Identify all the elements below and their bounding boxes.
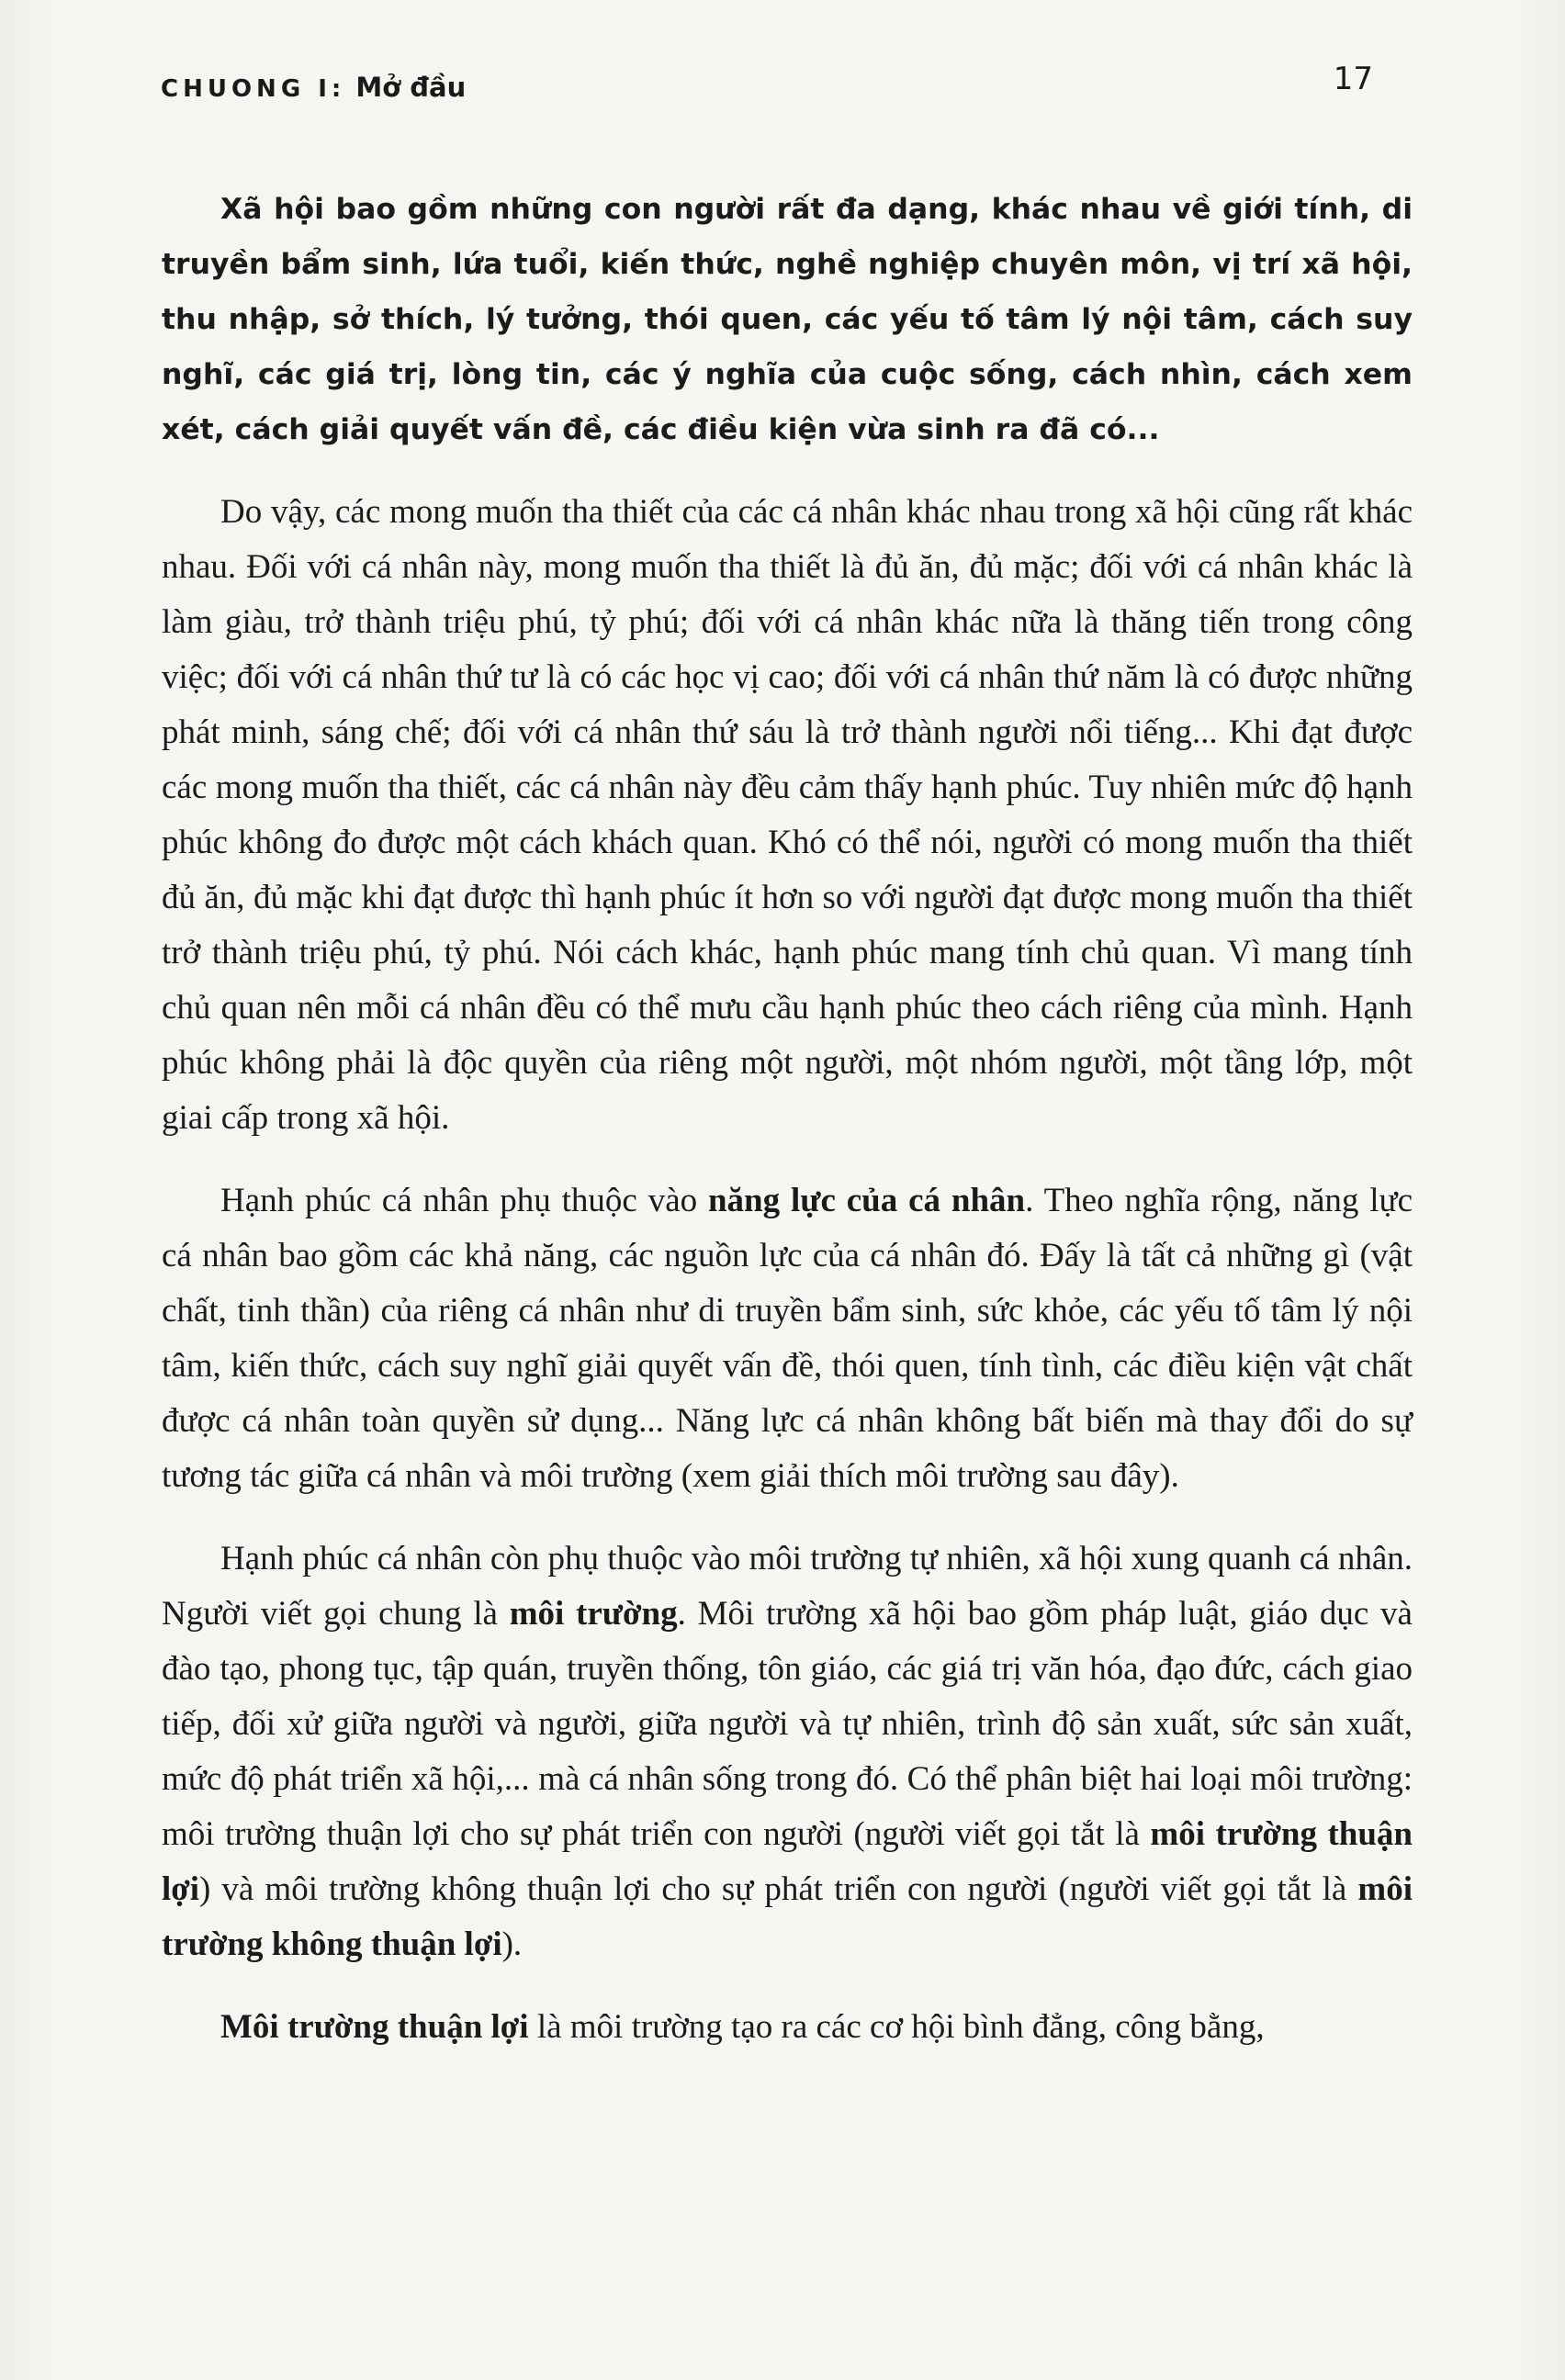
paragraph-5-text: là môi trường tạo ra các cơ hội bình đẳng, công bằng,: [528, 2008, 1265, 2046]
paragraph-4-text-a: Hạnh phúc cá nhân còn phụ thuộc vào môi trường tự nhiên, xã hội xung quanh cá nhân. Người viết gọi chung là: [162, 1540, 1413, 1633]
chapter-heading: [161, 72, 466, 103]
paragraph-5: [162, 2000, 1413, 2055]
running-header: [161, 61, 1373, 116]
paragraph-4-emphasis-1: môi trường: [509, 1595, 678, 1633]
paragraph-2-text: Do vậy, các mong muốn tha thiết của các cá nhân khác nhau trong xã hội cũng rất khác nhau. Đối với cá nhân này, mong muốn tha thiết là đủ ăn, đủ mặc; đối với cá nhân khác là làm giàu, trở thành triệu phú, tỷ phú; đối với cá nhân khác nữa là thăng tiến trong công việc; đối với cá nhân thứ tư là có các học vị cao; đối với cá nhân thứ năm là có được những phát minh, sáng chế; đối với cá nhân thứ sáu là trở thành người nổi tiếng... Khi đạt được các mong muốn tha thiết, các cá nhân này đều cảm thấy hạnh phúc. Tuy nhiên mức độ hạnh phúc không đo được một cách khách quan. Khó có thể nói, người có mong muốn tha thiết đủ ăn, đủ mặc khi đạt được thì hạnh phúc ít hơn so với người đạt được mong muốn tha thiết trở thành triệu phú, tỷ phú. Nói cách khác, hạnh phúc mang tính chủ quan. Vì mang tính chủ quan nên mỗi cá nhân đều có thể mưu cầu hạnh phúc theo cách riêng của mình. Hạnh phúc không phải là độc quyền của riêng một người, một nhóm người, một tầng lớp, một giai cấp trong xã hội.: [162, 493, 1413, 1137]
paragraph-3-text-a: Hạnh phúc cá nhân phụ thuộc vào: [220, 1182, 708, 1219]
body-text: [162, 182, 1413, 2082]
paragraph-1-text: Xã hội bao gồm những con người rất đa dạng, khác nhau về giới tính, di truyền bẩm sinh, lứa tuổi, kiến thức, nghề nghiệp chuyên môn, vị trí xã hội, thu nhập, sở thích, lý tưởng, thói quen, các yếu tố tâm lý nội tâm, cách suy nghĩ, các giá trị, lòng tin, các ý nghĩa của cuộc sống, cách nhìn, cách xem xét, cách giải quyết vấn đề, các điều kiện vừa sinh ra đã có...: [162, 193, 1413, 446]
paragraph-3: [162, 1173, 1413, 1504]
paragraph-4-text-d: ).: [501, 1925, 523, 1963]
paragraph-4-text-c: ) và môi trường không thuận lợi cho sự phát triển con người (người viết gọi tắt là: [199, 1870, 1358, 1908]
paragraph-4-text-b: . Môi trường xã hội bao gồm pháp luật, giáo dục và đào tạo, phong tục, tập quán, truyền thống, tôn giáo, các giá trị văn hóa, đạo đức, cách giao tiếp, đối xử giữa người và người, giữa người và tự nhiên, trình độ sản xuất, sức sản xuất, mức độ phát triển xã hội,... mà cá nhân sống trong đó. Có thể phân biệt hai loại môi trường: môi trường thuận lợi cho sự phát triển con người (người viết gọi tắt là: [162, 1595, 1413, 1853]
paragraph-2: [162, 485, 1413, 1146]
paragraph-4-emphasis-3: môi trường không thuận lợi: [162, 1870, 1413, 1963]
chapter-title: Mở đầu: [355, 72, 467, 103]
paragraph-5-emphasis: Môi trường thuận lợi: [220, 2008, 529, 2046]
paragraph-4: [162, 1532, 1413, 1972]
chapter-label: CHUONG I:: [161, 75, 346, 103]
page-number: 17: [1333, 61, 1373, 97]
paragraph-3-emphasis: năng lực của cá nhân: [707, 1182, 1026, 1219]
paragraph-1: [162, 182, 1413, 457]
paragraph-4-emphasis-2: môi trường thuận lợi: [162, 1815, 1413, 1908]
paragraph-3-text-b: . Theo nghĩa rộng, năng lực cá nhân bao gồm các khả năng, các nguồn lực của cá nhân đó. Đấy là tất cả những gì (vật chất, tinh thần) của riêng cá nhân như di truyền bẩm sinh, sức khỏe, các yếu tố tâm lý nội tâm, kiến thức, cách suy nghĩ giải quyết vấn đề, thói quen, tính tình, các điều kiện vật chất được cá nhân toàn quyền sử dụng... Năng lực cá nhân không bất biến mà thay đổi do sự tương tác giữa cá nhân và môi trường (xem giải thích môi trường sau đây).: [162, 1182, 1413, 1495]
